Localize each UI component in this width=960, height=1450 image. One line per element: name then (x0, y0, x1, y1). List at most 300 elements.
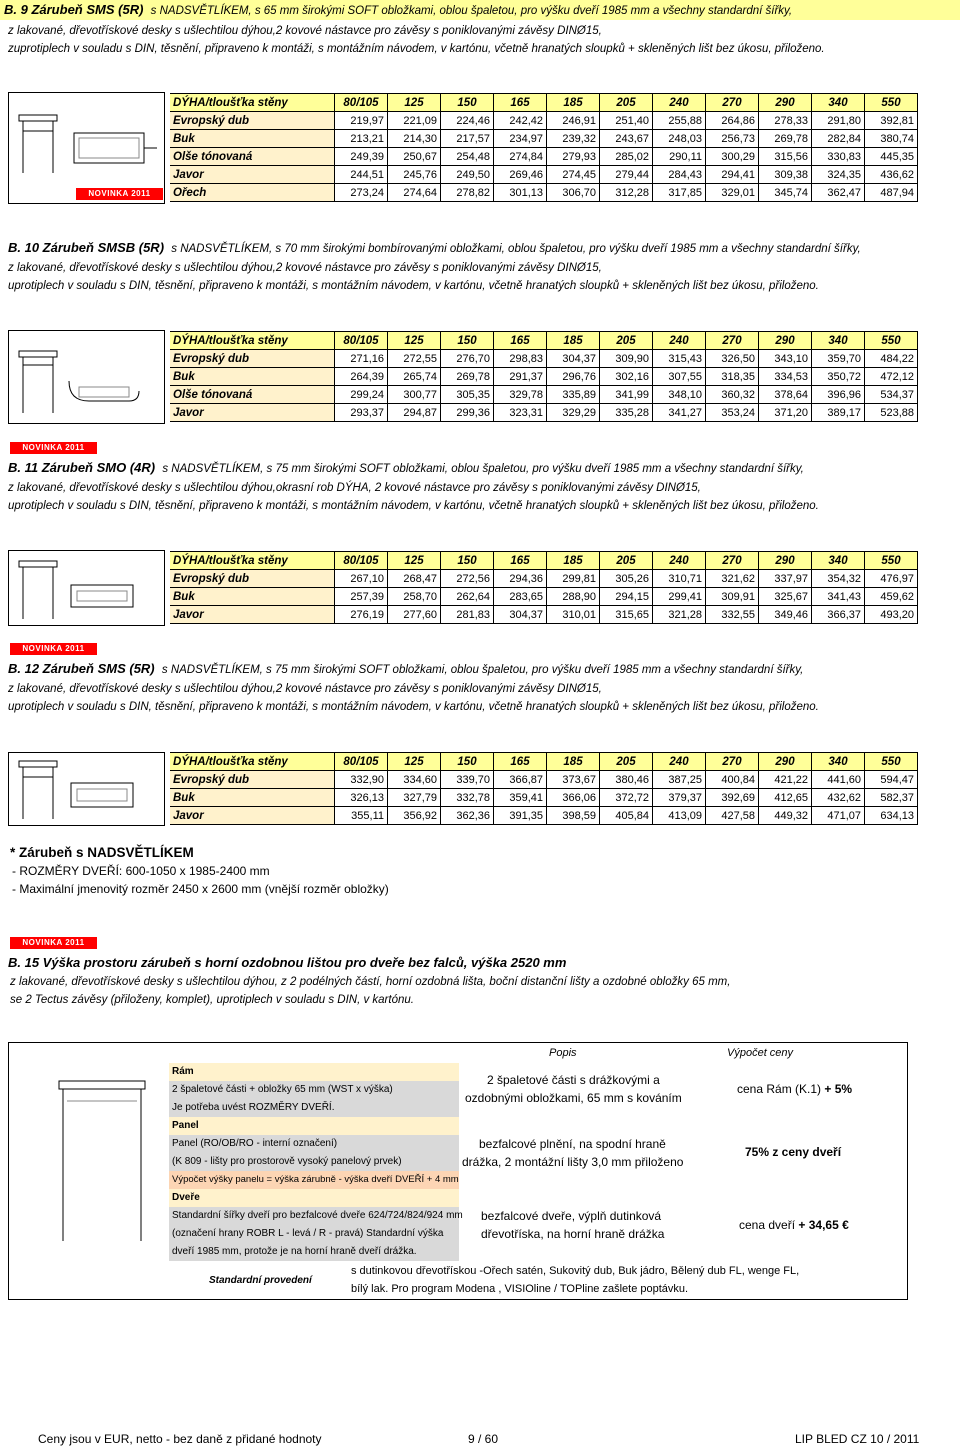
s15-panel-cena: 75% z ceny dveří (745, 1145, 842, 1159)
price-cell: 380,46 (600, 771, 653, 789)
price-cell: 272,56 (441, 570, 494, 588)
price-cell: 389,17 (812, 404, 865, 422)
price-cell: 291,37 (494, 368, 547, 386)
price-cell: 341,43 (812, 588, 865, 606)
price-cell: 279,93 (547, 148, 600, 166)
price-cell: 273,24 (335, 184, 388, 202)
price-cell: 472,12 (865, 368, 918, 386)
s10-line2: z lakované, dřevotřískové desky s ušlechtilou dýhou,2 kovové nástavce pro závěsy s poniklovanými závěsy DINØ15, (8, 262, 602, 274)
price-cell: 213,21 (335, 130, 388, 148)
price-cell: 432,62 (812, 789, 865, 807)
price-cell: 299,41 (653, 588, 706, 606)
table-row (170, 350, 918, 368)
price-cell: 282,84 (812, 130, 865, 148)
s15-dvere-cena-a: cena dveří (739, 1218, 796, 1232)
price-cell: 300,29 (706, 148, 759, 166)
price-cell: 276,19 (335, 606, 388, 624)
door-frame-icon (9, 93, 164, 203)
row-label: Ořech (170, 184, 335, 202)
column-header: 150 (441, 552, 494, 570)
s11-title-sub: s NADSVĚTLÍKEM, s 75 mm širokými SOFT obložkami, oblou špaletou, pro výšku dveří 1985 mm a všechny standardní šířky, (162, 463, 804, 475)
table-row (170, 404, 918, 422)
price-cell: 291,80 (812, 112, 865, 130)
price-cell: 267,10 (335, 570, 388, 588)
price-cell: 299,36 (441, 404, 494, 422)
column-header-label: DÝHA/tloušťka stěny (170, 94, 335, 112)
row-label: Buk (170, 588, 335, 606)
s15-dvere-label-bg (169, 1189, 459, 1207)
s10-price-table (170, 331, 918, 422)
s15-panel-l2: (K 809 - lišty pro prostorově vysoký panelový prvek) (172, 1156, 402, 1167)
price-cell: 294,36 (494, 570, 547, 588)
door-frame-icon (49, 1071, 169, 1251)
s11-title-line (8, 460, 804, 475)
s12-line3: uprotiplech v souladu s DIN, těsnění, připraveno k montáži, s montážním návodem, v kartónu, včetně hranatých sloupků + skleněných lišt bez úkosu, přiloženo. (8, 701, 819, 713)
column-header: 165 (494, 552, 547, 570)
s12-title-line (8, 661, 803, 676)
s15-panel-label: Panel (172, 1120, 199, 1131)
price-cell: 305,35 (441, 386, 494, 404)
price-cell: 398,59 (547, 807, 600, 825)
s15-dvere-label: Dveře (172, 1192, 200, 1203)
price-cell: 362,47 (812, 184, 865, 202)
price-cell: 396,96 (812, 386, 865, 404)
price-cell: 248,03 (653, 130, 706, 148)
column-header: 205 (600, 332, 653, 350)
column-header: 270 (706, 332, 759, 350)
s15-panel-l3: Výpočet výšky panelu = výška zárubně - výška dveří DVEŘÍ + 4 mm (172, 1174, 459, 1185)
price-cell: 250,67 (388, 148, 441, 166)
column-header: 165 (494, 332, 547, 350)
s15-panel-l1: Panel (RO/OB/RO - interní označení) (172, 1138, 338, 1149)
column-header: 550 (865, 753, 918, 771)
table-row (170, 112, 918, 130)
s12-line2: z lakované, dřevotřískové desky s ušlechtilou dýhou,2 kovové nástavce pro závěsy s poniklovanými závěsy DINØ15, (8, 683, 602, 695)
price-cell: 293,37 (335, 404, 388, 422)
price-cell: 221,09 (388, 112, 441, 130)
price-cell: 329,29 (547, 404, 600, 422)
s15-panel-popis1: bezfalcové plnění, na spodní hraně (479, 1137, 666, 1151)
note-line1: - ROZMĚRY DVEŘÍ: 600-1050 x 1985-2400 mm (12, 864, 270, 878)
s11-title: B. 11 Zárubeň SMO (4R) (8, 460, 156, 475)
column-header: 165 (494, 753, 547, 771)
price-cell: 249,39 (335, 148, 388, 166)
s15-dvere-popis1: bezfalcové dveře, výplň dutinková (481, 1209, 662, 1223)
price-cell: 219,97 (335, 112, 388, 130)
price-cell: 400,84 (706, 771, 759, 789)
s15-std-l1: s dutinkovou dřevotřískou -Ořech satén, Sukovitý dub, Buk jádro, Bělený dub FL, wenge FL, (351, 1265, 800, 1277)
price-cell: 366,87 (494, 771, 547, 789)
row-label: Evropský dub (170, 771, 335, 789)
column-header: 550 (865, 332, 918, 350)
price-cell: 334,53 (759, 368, 812, 386)
door-frame-icon (9, 753, 164, 825)
price-cell: 245,76 (388, 166, 441, 184)
s15-ram-label: Rám (172, 1066, 194, 1077)
price-cell: 436,62 (865, 166, 918, 184)
s15-ram-label-bg (169, 1063, 459, 1081)
price-cell: 277,60 (388, 606, 441, 624)
price-cell: 310,71 (653, 570, 706, 588)
price-cell: 329,01 (706, 184, 759, 202)
s15-std-l2: bílý lak. Pro program Modena , VISIOline / TOPline zašlete poptávku. (351, 1283, 689, 1295)
price-cell: 271,16 (335, 350, 388, 368)
s10-title: B. 10 Zárubeň SMSB (5R) (8, 240, 165, 255)
price-cell: 427,58 (706, 807, 759, 825)
price-cell: 387,25 (653, 771, 706, 789)
price-cell: 405,84 (600, 807, 653, 825)
price-cell: 305,26 (600, 570, 653, 588)
s15-std-label: Standardní provedení (209, 1275, 312, 1286)
column-header: 80/105 (335, 332, 388, 350)
price-cell: 299,24 (335, 386, 388, 404)
column-header: 550 (865, 552, 918, 570)
s15-panel-label-bg (169, 1117, 459, 1135)
price-cell: 329,78 (494, 386, 547, 404)
price-cell: 366,06 (547, 789, 600, 807)
price-cell: 379,37 (653, 789, 706, 807)
price-cell: 304,37 (547, 350, 600, 368)
column-header: 270 (706, 94, 759, 112)
price-cell: 330,83 (812, 148, 865, 166)
table-row (170, 807, 918, 825)
table-row (170, 368, 918, 386)
price-cell: 269,78 (441, 368, 494, 386)
price-cell: 281,83 (441, 606, 494, 624)
price-cell: 332,55 (706, 606, 759, 624)
row-label: Evropský dub (170, 112, 335, 130)
price-cell: 274,64 (388, 184, 441, 202)
price-cell: 285,02 (600, 148, 653, 166)
table-row (170, 771, 918, 789)
price-cell: 284,43 (653, 166, 706, 184)
s15-ram-cena-b: + 5% (821, 1082, 853, 1096)
column-header-label: DÝHA/tloušťka stěny (170, 552, 335, 570)
column-header: 185 (547, 552, 600, 570)
column-header: 240 (653, 753, 706, 771)
price-cell: 272,55 (388, 350, 441, 368)
price-cell: 372,72 (600, 789, 653, 807)
price-cell: 441,60 (812, 771, 865, 789)
price-cell: 315,65 (600, 606, 653, 624)
row-label: Javor (170, 606, 335, 624)
row-label: Buk (170, 368, 335, 386)
table-header-row (170, 753, 918, 771)
column-header: 205 (600, 552, 653, 570)
column-header-label: DÝHA/tloušťka stěny (170, 332, 335, 350)
s15-dvere-cena (739, 1218, 849, 1232)
column-header: 185 (547, 94, 600, 112)
price-cell: 315,56 (759, 148, 812, 166)
price-cell: 459,62 (865, 588, 918, 606)
price-cell: 256,73 (706, 130, 759, 148)
price-cell: 373,67 (547, 771, 600, 789)
s9-title: B. 9 Zárubeň SMS (5R) (4, 2, 144, 17)
price-cell: 317,85 (653, 184, 706, 202)
price-cell: 332,78 (441, 789, 494, 807)
s10-title-sub: s NADSVĚTLÍKEM, s 70 mm širokými bombírovanými obložkami, oblou špaletou, pro výšku dveří 1985 mm a všechny standardní šířky, (171, 243, 861, 255)
price-cell: 279,44 (600, 166, 653, 184)
column-header: 80/105 (335, 753, 388, 771)
s15-ram-l2: Je potřeba uvést ROZMĚRY DVEŘÍ. (172, 1102, 335, 1113)
price-cell: 312,28 (600, 184, 653, 202)
price-cell: 445,35 (865, 148, 918, 166)
s9-title-line (4, 2, 792, 17)
price-cell: 378,64 (759, 386, 812, 404)
price-cell: 262,64 (441, 588, 494, 606)
price-cell: 278,82 (441, 184, 494, 202)
price-cell: 309,90 (600, 350, 653, 368)
table-row (170, 606, 918, 624)
price-cell: 348,10 (653, 386, 706, 404)
price-cell: 392,81 (865, 112, 918, 130)
price-cell: 582,37 (865, 789, 918, 807)
s9-price-table (170, 93, 918, 202)
price-cell: 265,74 (388, 368, 441, 386)
s15-panel-popis2: drážka, 2 montážní lišty 3,0 mm přiloženo (462, 1155, 684, 1169)
price-cell: 326,13 (335, 789, 388, 807)
table-row (170, 166, 918, 184)
price-cell: 255,88 (653, 112, 706, 130)
s11-frame-drawing (8, 550, 165, 626)
price-cell: 242,42 (494, 112, 547, 130)
price-cell: 421,22 (759, 771, 812, 789)
s10-title-line (8, 240, 861, 255)
column-header: 340 (812, 552, 865, 570)
s15-dvere-l2: (označení hrany ROBR L - levá / R - pravá) Standardní výška (172, 1228, 444, 1239)
price-cell: 356,92 (388, 807, 441, 825)
column-header: 125 (388, 332, 441, 350)
s15-col-popis: Popis (549, 1047, 577, 1059)
table-row (170, 588, 918, 606)
column-header: 150 (441, 753, 494, 771)
column-header: 240 (653, 332, 706, 350)
s9-title-sub: s NADSVĚTLÍKEM, s 65 mm širokými SOFT obložkami, oblou špaletou, pro výšku dveří 1985 mm a všechny standardní šířky, (150, 5, 793, 17)
price-cell: 304,37 (494, 606, 547, 624)
s9-new-badge: NOVINKA 2011 (76, 188, 163, 200)
s9-line2: z lakované, dřevotřískové desky s ušlechtilou dýhou,2 kovové nástavce pro závěsy s poniklovanými závěsy DINØ15, (8, 25, 602, 37)
s15-title: B. 15 Výška prostoru zárubeň s horní ozdobnou lištou pro dveře bez falců, výška 2520 mm (8, 955, 567, 970)
table-row (170, 386, 918, 404)
price-cell: 269,46 (494, 166, 547, 184)
price-cell: 360,32 (706, 386, 759, 404)
price-cell: 353,24 (706, 404, 759, 422)
column-header: 270 (706, 753, 759, 771)
s11-line2: z lakované, dřevotřískové desky s ušlechtilou dýhou,okrasní rob DÝHA, 2 kovové nástavce pro závěsy s poniklovanými závěsy DINØ15, (8, 482, 701, 494)
price-cell: 318,35 (706, 368, 759, 386)
price-cell: 380,74 (865, 130, 918, 148)
price-cell: 335,89 (547, 386, 600, 404)
price-cell: 355,11 (335, 807, 388, 825)
column-header: 550 (865, 94, 918, 112)
s15-line3: se 2 Tectus závěsy (přiloženy, komplet), uprotiplech v souladu s DIN, v kartónu. (10, 994, 414, 1006)
price-cell: 274,45 (547, 166, 600, 184)
price-cell: 296,76 (547, 368, 600, 386)
price-cell: 246,91 (547, 112, 600, 130)
price-cell: 321,62 (706, 570, 759, 588)
price-cell: 484,22 (865, 350, 918, 368)
s12-frame-drawing (8, 752, 165, 826)
price-cell: 341,27 (653, 404, 706, 422)
price-cell: 359,70 (812, 350, 865, 368)
price-cell: 288,90 (547, 588, 600, 606)
price-cell: 315,43 (653, 350, 706, 368)
column-header: 340 (812, 94, 865, 112)
price-cell: 214,30 (388, 130, 441, 148)
column-header: 150 (441, 332, 494, 350)
s10-line3: uprotiplech v souladu s DIN, těsnění, připraveno k montáži, s montážním návodem, v kartónu, včetně hranatých sloupků + skleněných lišt bez úkosu, přiloženo. (8, 280, 819, 292)
price-cell: 487,94 (865, 184, 918, 202)
column-header: 290 (759, 552, 812, 570)
footer-left: Ceny jsou v EUR, netto - bez daně z přidané hodnoty (38, 1432, 322, 1446)
price-cell: 302,16 (600, 368, 653, 386)
price-cell: 268,47 (388, 570, 441, 588)
price-cell: 354,32 (812, 570, 865, 588)
table-row (170, 789, 918, 807)
column-header: 125 (388, 753, 441, 771)
price-cell: 321,28 (653, 606, 706, 624)
row-label: Buk (170, 789, 335, 807)
price-cell: 392,69 (706, 789, 759, 807)
note-title: * Zárubeň s NADSVĚTLÍKEM (10, 845, 194, 860)
table-row (170, 184, 918, 202)
price-cell: 324,35 (812, 166, 865, 184)
price-cell: 299,81 (547, 570, 600, 588)
price-cell: 339,70 (441, 771, 494, 789)
s15-dvere-popis2: dřevotříska, na horní hraně drážka (481, 1227, 665, 1241)
price-cell: 224,46 (441, 112, 494, 130)
price-cell: 476,97 (865, 570, 918, 588)
column-header: 125 (388, 94, 441, 112)
door-frame-icon (9, 551, 164, 625)
s15-spec-table (8, 1042, 908, 1300)
s10-frame-drawing (8, 330, 165, 424)
price-cell: 307,55 (653, 368, 706, 386)
column-header: 125 (388, 552, 441, 570)
s12-new-badge: NOVINKA 2011 (10, 643, 97, 655)
price-cell: 276,70 (441, 350, 494, 368)
price-cell: 371,20 (759, 404, 812, 422)
price-cell: 234,97 (494, 130, 547, 148)
table-header-row (170, 332, 918, 350)
price-cell: 332,90 (335, 771, 388, 789)
footer-right: LIP BLED CZ 10 / 2011 (795, 1432, 920, 1446)
column-header: 165 (494, 94, 547, 112)
price-cell: 309,38 (759, 166, 812, 184)
s15-ram-cena (737, 1082, 852, 1096)
s15-line2: z lakované, dřevotřískové desky s ušlechtilou dýhou, z 2 podélných částí, horní ozdobná lišta, boční distanční lišty a ozdobné obložky 65 mm, (10, 976, 731, 988)
price-cell: 257,39 (335, 588, 388, 606)
price-cell: 345,74 (759, 184, 812, 202)
price-cell: 349,46 (759, 606, 812, 624)
price-cell: 337,97 (759, 570, 812, 588)
price-cell: 251,40 (600, 112, 653, 130)
price-cell: 493,20 (865, 606, 918, 624)
door-frame-icon (9, 331, 164, 423)
price-cell: 306,70 (547, 184, 600, 202)
price-cell: 264,39 (335, 368, 388, 386)
row-label: Javor (170, 404, 335, 422)
s11-price-table (170, 551, 918, 624)
price-cell: 309,91 (706, 588, 759, 606)
row-label: Javor (170, 166, 335, 184)
price-cell: 327,79 (388, 789, 441, 807)
price-cell: 350,72 (812, 368, 865, 386)
table-header-row (170, 552, 918, 570)
s15-ram-l1: 2 špaletové části + obložky 65 mm (WST x výška) (172, 1084, 393, 1095)
row-label: Olše tónovaná (170, 148, 335, 166)
table-row (170, 148, 918, 166)
column-header: 80/105 (335, 552, 388, 570)
column-header: 185 (547, 332, 600, 350)
column-header: 340 (812, 332, 865, 350)
price-cell: 471,07 (812, 807, 865, 825)
column-header: 150 (441, 94, 494, 112)
column-header: 290 (759, 94, 812, 112)
column-header: 340 (812, 753, 865, 771)
price-cell: 323,31 (494, 404, 547, 422)
price-cell: 413,09 (653, 807, 706, 825)
s11-line3: uprotiplech v souladu s DIN, těsnění, připraveno k montáži, s montážním návodem, v kartónu, včetně hranatých sloupků + skleněných lišt bez úkosu, přiloženo. (8, 500, 819, 512)
price-cell: 294,15 (600, 588, 653, 606)
price-cell: 391,35 (494, 807, 547, 825)
table-row (170, 130, 918, 148)
price-cell: 300,77 (388, 386, 441, 404)
column-header: 185 (547, 753, 600, 771)
price-cell: 249,50 (441, 166, 494, 184)
s12-title: B. 12 Zárubeň SMS (5R) (8, 661, 155, 676)
price-cell: 254,48 (441, 148, 494, 166)
table-row (170, 570, 918, 588)
s15-col-cena: Výpočet ceny (727, 1047, 794, 1059)
price-cell: 449,32 (759, 807, 812, 825)
price-cell: 290,11 (653, 148, 706, 166)
price-cell: 412,65 (759, 789, 812, 807)
price-cell: 298,83 (494, 350, 547, 368)
price-cell: 283,65 (494, 588, 547, 606)
price-cell: 264,86 (706, 112, 759, 130)
s15-new-badge: NOVINKA 2011 (10, 937, 97, 949)
row-label: Javor (170, 807, 335, 825)
price-cell: 359,41 (494, 789, 547, 807)
price-cell: 334,60 (388, 771, 441, 789)
s9-line3: zuprotiplech v souladu s DIN, těsnění, připraveno k montáži, s montážním návodem, v kartónu, včetně hranatých sloupků + skleněných lišt bez úkosu, přiloženo. (8, 43, 825, 55)
price-cell: 335,28 (600, 404, 653, 422)
s15-ram-popis1: 2 špaletové části s drážkovými a (487, 1073, 660, 1087)
s15-dvere-cena-b: + 34,65 € (795, 1218, 849, 1232)
column-header: 205 (600, 94, 653, 112)
price-cell: 301,13 (494, 184, 547, 202)
footer-page: 9 / 60 (468, 1432, 499, 1446)
s15-dvere-l1: Standardní šířky dveří pro bezfalcové dveře 624/724/824/924 mm (172, 1210, 463, 1221)
s12-title-sub: s NADSVĚTLÍKEM, s 75 mm širokými SOFT obložkami, oblou špaletou, pro výšku dveří 1985 mm a všechny standardní šířky, (161, 664, 804, 676)
price-cell: 534,37 (865, 386, 918, 404)
price-cell: 269,78 (759, 130, 812, 148)
s11-new-badge: NOVINKA 2011 (10, 442, 97, 454)
column-header: 290 (759, 332, 812, 350)
column-header: 240 (653, 94, 706, 112)
price-cell: 366,37 (812, 606, 865, 624)
price-cell: 594,47 (865, 771, 918, 789)
price-cell: 294,87 (388, 404, 441, 422)
column-header: 290 (759, 753, 812, 771)
table-header-row (170, 94, 918, 112)
note-line2: - Maximální jmenovitý rozměr 2450 x 2600 mm (vnější rozměr obložky) (12, 882, 389, 896)
s15-ram-popis2: ozdobnými obložkami, 65 mm s kováním (465, 1091, 682, 1105)
price-cell: 274,84 (494, 148, 547, 166)
price-cell: 294,41 (706, 166, 759, 184)
price-cell: 243,67 (600, 130, 653, 148)
